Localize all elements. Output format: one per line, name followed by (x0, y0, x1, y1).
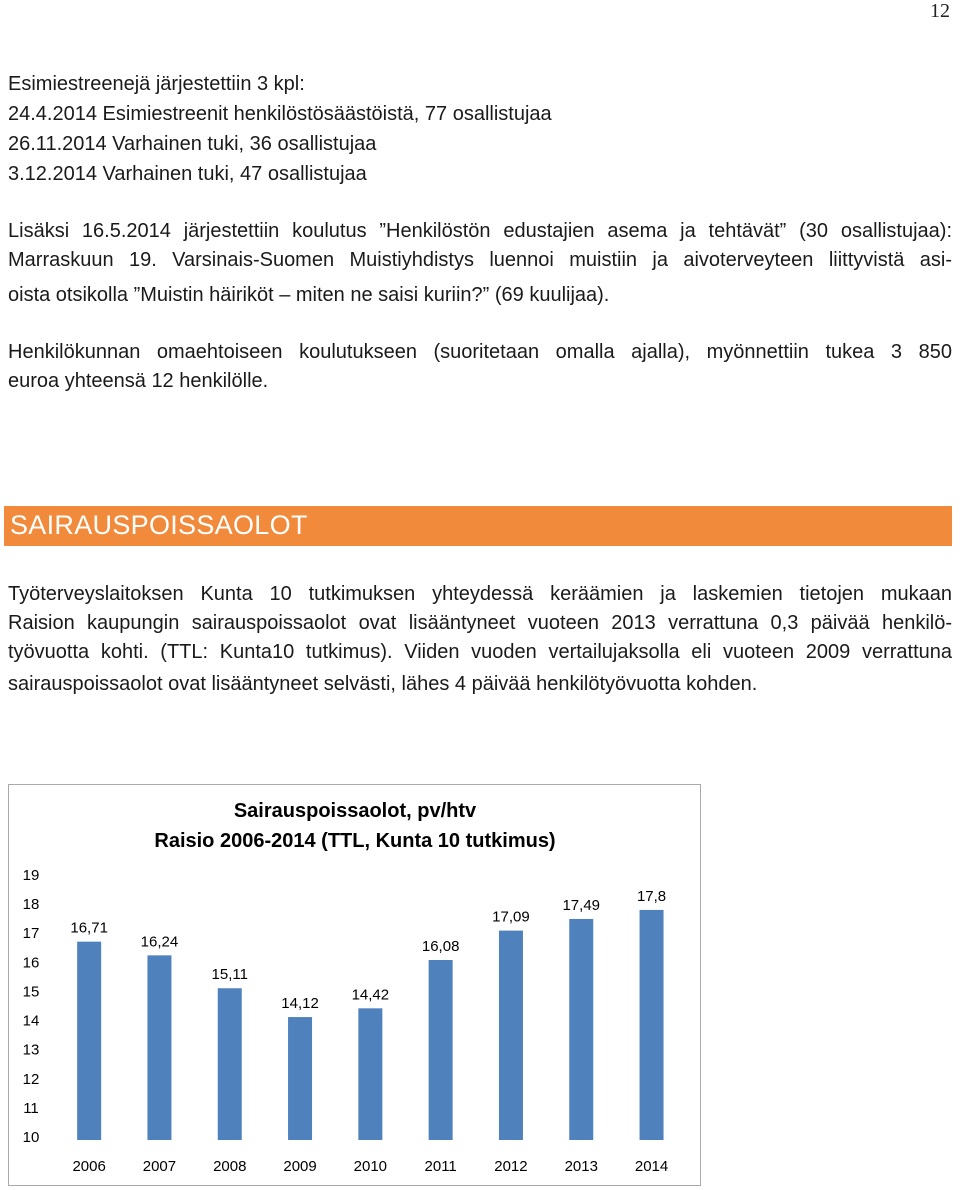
page-number: 12 (930, 0, 950, 22)
value-label-2009: 14,12 (281, 995, 319, 1013)
bar-2009 (288, 1017, 312, 1140)
section-line-1: Työterveyslaitoksen Kunta 10 tutkimuksen yhteydessä keräämien ja laskemien tietojen mukaan (8, 583, 952, 605)
bar-2013 (569, 919, 593, 1140)
x-tick-label-2008: 2008 (213, 1158, 247, 1175)
y-tick-label: 10 (22, 1129, 40, 1146)
sick-leave-chart (8, 784, 701, 1186)
chart-svg (9, 785, 700, 1185)
training-line-2: Marraskuun 19. Varsinais-Suomen Muistiyhdistys luennoi muistiin ja aivoterveyteen liittyvistä asi- (8, 249, 952, 271)
value-label-2012: 17,09 (492, 908, 530, 926)
section-heading: SAIRAUSPOISSAOLOT (10, 510, 308, 540)
y-tick-label: 14 (22, 1012, 40, 1030)
bar-2012 (499, 931, 523, 1140)
training-paragraph (8, 217, 952, 275)
y-tick-label: 17 (22, 925, 40, 943)
bar-2010 (358, 1008, 382, 1140)
bar-2011 (429, 960, 453, 1140)
chart-subtitle: Raisio 2006-2014 (TTL, Kunta 10 tutkimus) (154, 830, 556, 852)
self-study-line-1: Henkilökunnan omaehtoiseen koulutukseen (suoritetaan omalla ajalla), myönnettiin tukea 3 850 (8, 341, 952, 363)
value-label-2014: 17,8 (636, 887, 667, 905)
x-tick-label-2013: 2013 (564, 1158, 598, 1175)
x-tick-label-2011: 2011 (424, 1158, 457, 1175)
y-tick-label: 13 (22, 1041, 40, 1059)
x-tick-label-2007: 2007 (142, 1158, 177, 1175)
bar-2007 (147, 955, 171, 1140)
y-tick-label: 11 (23, 1099, 39, 1117)
training-line-1: Lisäksi 16.5.2014 järjestettiin koulutus ”Henkilöstön edustajien asema ja tehtävät” (30 osallistujaa): (8, 220, 952, 242)
section-line-3: työvuotta kohti. (TTL: Kunta10 tutkimus). Viiden vuoden vertailujaksolla eli vuoteen 2009 verrattuna (8, 641, 952, 663)
section-paragraph (8, 580, 952, 667)
bar-2006 (77, 942, 101, 1140)
value-label-2013: 17,49 (562, 896, 601, 914)
intro-line-2: 24.4.2014 Esimiestreenit henkilöstösäästöistä, 77 osallistujaa (8, 103, 552, 125)
self-study-paragraph (8, 338, 952, 367)
x-tick-label-2009: 2009 (283, 1158, 317, 1175)
chart-title: Sairauspoissaolot, pv/htv (233, 800, 477, 822)
x-axis-ticks (72, 1158, 668, 1175)
value-label-2007: 16,24 (140, 933, 179, 951)
section-line-4: sairauspoissaolot ovat lisääntyneet selvästi, lähes 4 päivää henkilötyövuotta kohden. (8, 673, 758, 695)
self-study-line-2: euroa yhteensä 12 henkilölle. (8, 370, 269, 392)
x-tick-label-2010: 2010 (353, 1158, 388, 1175)
y-tick-label: 18 (22, 896, 40, 914)
x-tick-label-2014: 2014 (634, 1158, 669, 1175)
training-line-3: oista otsikolla ”Muistin häiriköt – miten ne saisi kuriin?” (69 kuulijaa). (8, 284, 610, 306)
intro-line-4: 3.12.2014 Varhainen tuki, 47 osallistujaa (8, 163, 367, 185)
bar-2014 (640, 910, 664, 1140)
bar-2008 (218, 988, 242, 1140)
value-label-2008: 15,11 (211, 966, 248, 984)
y-tick-label: 19 (22, 867, 40, 884)
intro-line-1: Esimiestreenejä järjestettiin 3 kpl: (8, 73, 305, 95)
x-tick-label-2006: 2006 (72, 1158, 106, 1175)
y-axis-ticks (23, 867, 40, 1146)
y-tick-label: 15 (22, 983, 40, 1001)
x-tick-label-2012: 2012 (494, 1158, 528, 1175)
section-line-2: Raision kaupungin sairauspoissaolot ovat lisääntyneet vuoteen 2013 verrattuna 0,3 päivää henkilö- (8, 612, 952, 634)
y-tick-label: 12 (22, 1070, 40, 1088)
y-tick-label: 16 (22, 954, 40, 972)
value-label-2011: 16,08 (421, 938, 460, 956)
section-heading-bar (4, 506, 952, 546)
value-label-2010: 14,42 (351, 986, 390, 1004)
intro-line-3: 26.11.2014 Varhainen tuki, 36 osallistujaa (8, 133, 377, 155)
value-label-2006: 16,71 (70, 919, 108, 937)
